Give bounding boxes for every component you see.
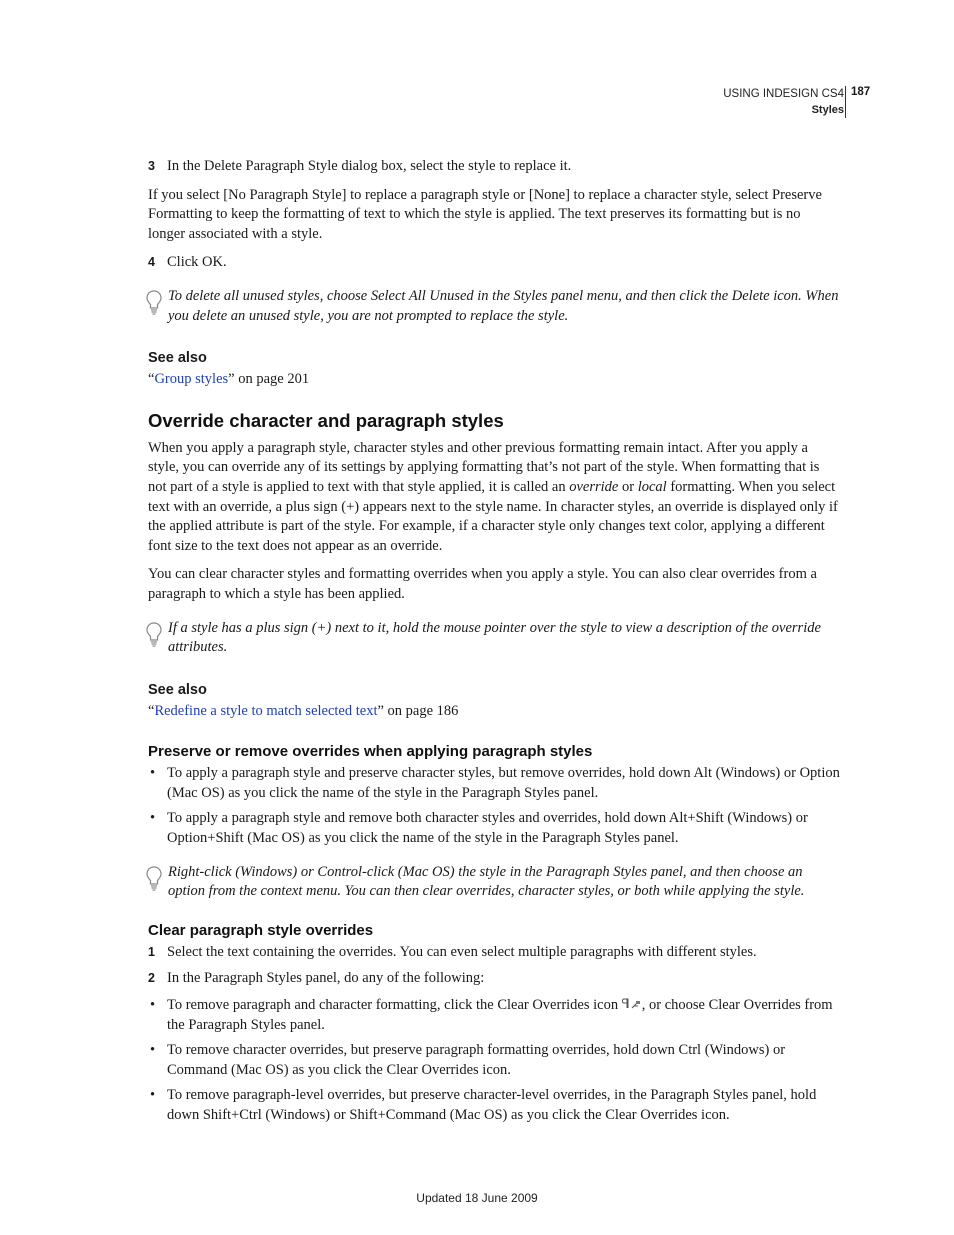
subsection-heading: Clear paragraph style overrides <box>148 921 374 939</box>
bullet-marker: • <box>150 997 156 1014</box>
step-2 <box>148 969 840 989</box>
paragraph-preserve-formatting: If you select [No Paragraph Style] to replace a paragraph style or [None] to replace a character style, select Preserve Formatting to keep the formatting of text to which the style is applied. The text preserves its formatting but is no longer associated with a style. <box>148 186 822 242</box>
see-also-reference <box>148 370 840 390</box>
section-heading: Override character and paragraph styles <box>148 409 504 431</box>
page-reference: ” on page 186 <box>377 702 459 719</box>
step-number: 1 <box>148 944 155 959</box>
text-run: formatting. When you select text with an override, a plus sign (+) appears next to the style name. In character styles, an override is displayed only if the applied attribute is part of the style. For example, if a character style only changes text color, applying a different font size to the text does not appear as an override. <box>148 478 838 554</box>
see-also-reference <box>148 702 840 722</box>
page-reference: ” on page 201 <box>228 371 310 388</box>
text-run: To remove paragraph and character formatting, click the Clear Overrides icon <box>167 997 622 1014</box>
text-run: , or choose Clear Overrides from the Paragraph Styles panel. <box>167 997 833 1033</box>
list-item-text: To remove character overrides, but preserve paragraph formatting overrides, hold down Ctrl (Windows) or Command (Mac OS) as you click the Clear Overrides icon. <box>167 1042 786 1078</box>
tip-text: If a style has a plus sign (+) next to it, hold the mouse pointer over the style to view a description of the override attributes. <box>168 619 821 656</box>
lightbulb-icon <box>146 866 162 892</box>
list-item-text: To apply a paragraph style and preserve character styles, but remove overrides, hold down Alt (Windows) or Option (Mac OS) as you click the name of the style in the Paragraph Styles panel. <box>167 765 840 801</box>
see-also-heading: See also <box>148 681 207 698</box>
paragraph-clear-overrides: You can clear character styles and formatting overrides when you apply a style. You can also clear overrides from a paragraph to which a style has been applied. <box>148 566 817 602</box>
bullet-marker: • <box>150 810 156 827</box>
emphasis-override: override <box>569 478 619 495</box>
running-header <box>723 86 844 118</box>
list-item <box>148 809 840 848</box>
subsection-heading: Preserve or remove overrides when applying paragraph styles <box>148 743 593 761</box>
bullet-marker: • <box>150 765 156 782</box>
open-quote: “ <box>148 371 155 388</box>
page-number: 187 <box>851 86 871 98</box>
tip-plus-sign <box>148 619 840 658</box>
step-text: In the Paragraph Styles panel, do any of the following: <box>167 970 485 987</box>
text-run: or <box>618 478 638 495</box>
emphasis-local: local <box>637 478 667 495</box>
step-text: Select the text containing the overrides. You can even select multiple paragraphs with different styles. <box>167 943 757 960</box>
step-1 <box>148 943 840 963</box>
page-content <box>148 157 840 1132</box>
lightbulb-icon <box>146 290 162 316</box>
step-3 <box>148 157 840 177</box>
text-run: When you apply a paragraph style, character styles and other previous formatting remain intact. After you apply a style, you can override any of its settings by applying formatting that’s not part of the style. When formatting that is not part of a style is applied to text with that style applied, it is called an <box>148 439 820 495</box>
step-text: In the Delete Paragraph Style dialog box, select the style to replace it. <box>167 158 572 174</box>
step-number: 3 <box>148 159 155 173</box>
link-group-styles[interactable]: Group styles <box>154 371 229 388</box>
step-4 <box>148 253 840 273</box>
open-quote: “ <box>148 702 155 719</box>
step-number: 2 <box>148 971 155 986</box>
section-name: Styles <box>811 104 844 116</box>
see-also-heading: See also <box>148 350 207 367</box>
clear-overrides-icon <box>622 998 642 1010</box>
step-number: 4 <box>148 255 155 270</box>
tip-right-click <box>148 863 840 902</box>
list-item <box>148 764 840 803</box>
link-redefine-style[interactable]: Redefine a style to match selected text <box>154 702 378 719</box>
paragraph-override-intro <box>148 439 840 557</box>
lightbulb-icon <box>146 622 162 648</box>
bullet-marker: • <box>150 1042 156 1059</box>
list-item-text: To remove paragraph-level overrides, but preserve character-level overrides, in the Paragraph Styles panel, hold down Shift+Ctrl (Windows) or Shift+Command (Mac OS) as you click the Clear Overrides icon. <box>167 1087 817 1123</box>
list-item-text: To apply a paragraph style and remove both character styles and overrides, hold down Alt+Shift (Windows) or Option+Shift (Mac OS) as you click the name of the style in the Paragraph Styles panel. <box>167 810 808 847</box>
tip-text: Right-click (Windows) or Control-click (Mac OS) the style in the Paragraph Styles panel, and then choose an option from the context menu. You can then clear overrides, character styles, or both while applying the style. <box>168 863 805 900</box>
list-item <box>148 1086 840 1125</box>
step-text: Click OK. <box>167 254 227 271</box>
header-divider <box>845 86 846 118</box>
book-title: USING INDESIGN CS4 <box>723 88 844 100</box>
list-item <box>148 996 840 1035</box>
footer-updated: Updated 18 June 2009 <box>416 1191 538 1205</box>
tip-delete-unused <box>148 287 840 326</box>
list-item <box>148 1041 840 1080</box>
tip-text: To delete all unused styles, choose Select All Unused in the Styles panel menu, and then click the Delete icon. When you delete an unused style, you are not prompted to replace the style. <box>168 287 839 324</box>
bullet-marker: • <box>150 1087 156 1104</box>
